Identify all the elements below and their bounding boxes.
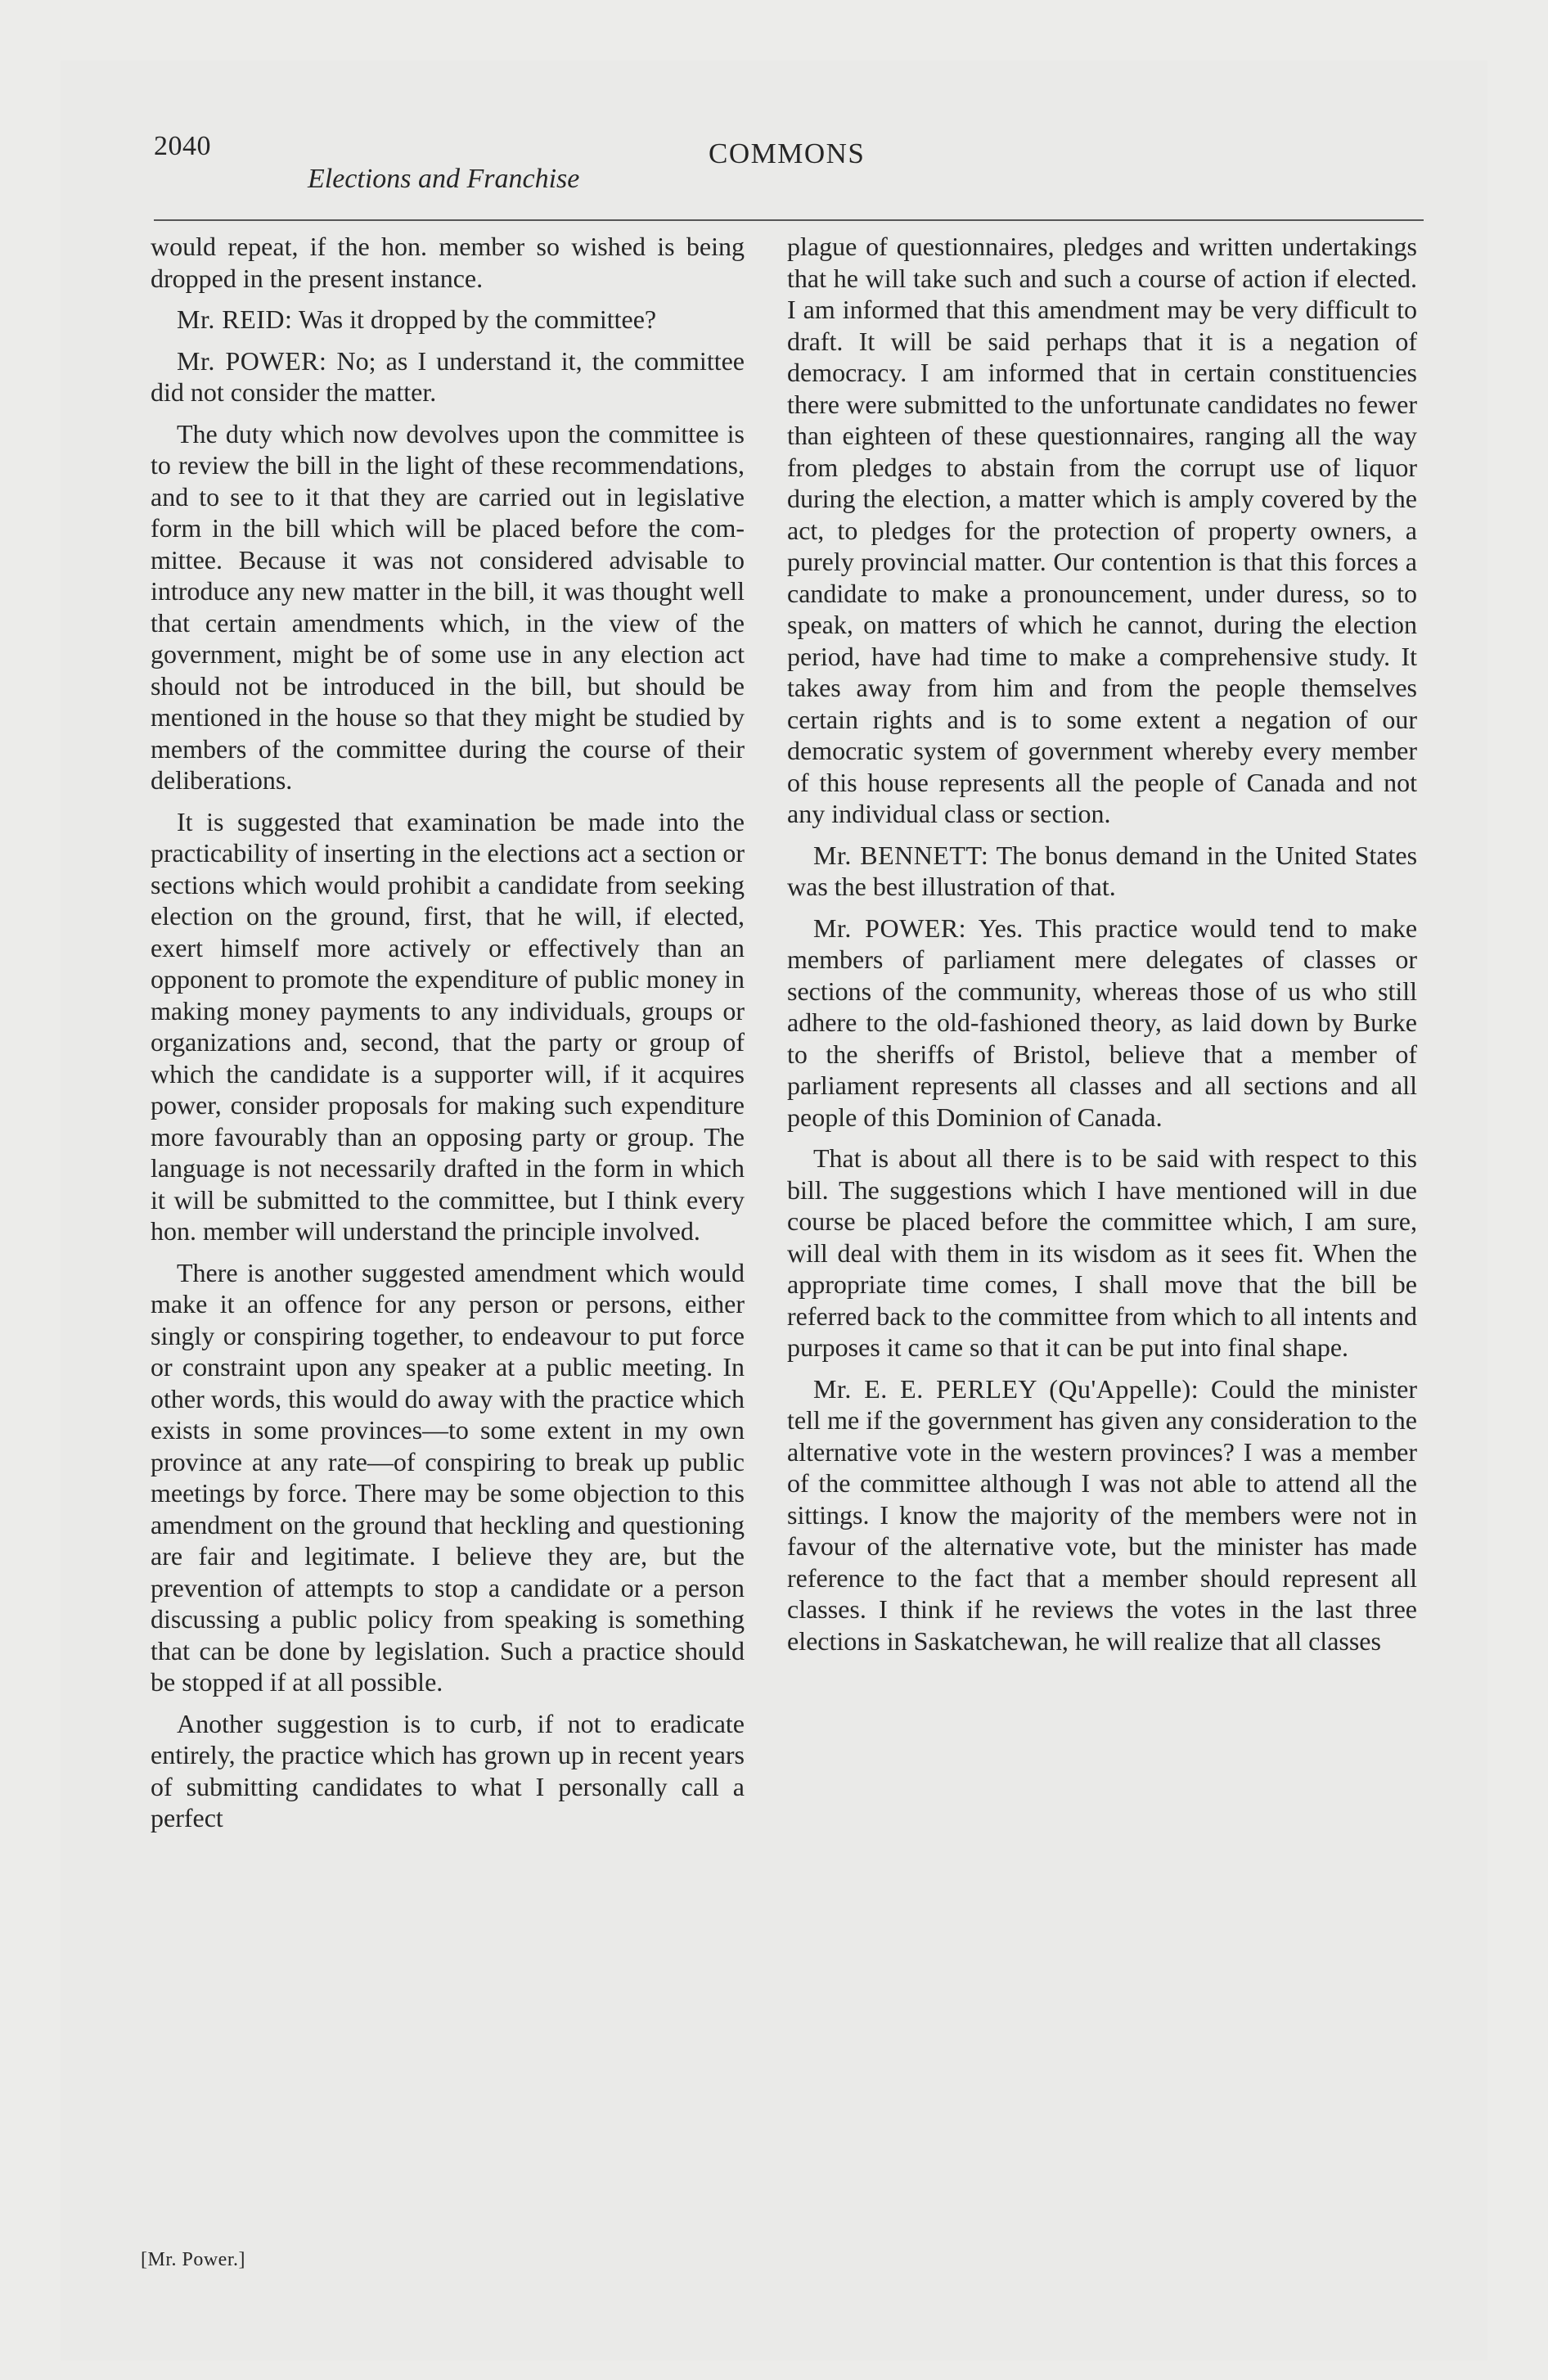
section-title: Elections and Franchise	[308, 164, 580, 194]
paragraph	[787, 913, 1417, 1134]
page-number: 2040	[154, 131, 211, 161]
paragraph	[787, 1373, 1417, 1657]
right-column	[787, 231, 1417, 1666]
paragraph	[151, 231, 745, 294]
paragraph	[151, 304, 745, 336]
paragraph-text: plague of questionnaires, pledges and written undertakings that he will take such and such a course of action if elected. I am informed that this amendment may be very difficult to draft. It will be said perhaps that it is a negation of democracy. I am informed that in certain constituencies there were submitted to the unfortunate candidates no fewer than eighteen of these questionnaires, ranging all the way from pledges to abstain from the corrupt use of liquor during the election, a matter which is amply covered by the act, to pledges for the protection of property owners, a purely provincial matter. Our contention is that this forces a candidate to make a pronouncement, under duress, so to speak, on matters of which he cannot, during the election period, have had time to make a comprehensive study. It takes away from him and from the people themselves certain rights and is to some extent a negation of our democratic system of government whereby every member of this house represents all the people of Canada and not any individual class or section.	[787, 232, 1417, 828]
left-column	[151, 231, 745, 1844]
paragraph-text: Was it dropped by the committee?	[298, 304, 657, 334]
house-title: COMMONS	[709, 137, 866, 169]
paragraph-text: Another suggestion is to curb, if not to eradicate entirely, the practice which has grown up in recent years of submitting candidates to what I personally call a perfect	[151, 1708, 745, 1832]
speaker-name: Mr. E. E. PERLEY (Qu'Appelle):	[813, 1373, 1199, 1404]
paragraph-text: There is another suggested amendment which would make it an offence for any person or persons, either singly or conspiring together, to endeavour to put force or constraint upon any speaker at a public meeting. In other words, this would do away with the practice which exists in some provinces—to some extent in my own province at any rate—of conspiring to break up public meetings by force. There may be some objection to this amendment on the ground that heckling and questioning are fair and legitimate. I believe they are, but the prevention of attempts to stop a candidate or a person discussing a public policy from speaking is something that can be done by legislation. Such a practice should be stopped if at all possible.	[151, 1257, 745, 1697]
paragraph-text: The duty which now devolves upon the committee is to review the bill in the light of these recommendations, and to see to it that they are carried out in legislative form in the bill which will be placed before the committee. Because it was not considered advisable to introduce any new matter in the bill, it was thought well that certain amendments which, in the view of the government, might be of some use in any election act should not be introduced in the bill, but should be mentioned in the house so that they might be studied by members of the committee during the course of their deliberations.	[151, 418, 745, 795]
speaker-name: Mr. POWER:	[813, 913, 967, 943]
paragraph	[151, 1257, 745, 1698]
paragraph	[151, 806, 745, 1247]
paragraph-text: Could the minister tell me if the government has given any consideration to the alternative vote in the western provinces? I was a member of the committee although I was not able to attend all the sittings. I know the majority of the members were not in favour of the alternative vote, but the minister has made reference to the fact that a member should represent all classes. I think if he reviews the votes in the last three elections in Saskatchewan, he will realize that all classes	[787, 1373, 1418, 1656]
paragraph-text: That is about all there is to be said with respect to this bill. The suggestions which I have mentioned will in due course be placed before the committee which, I am sure, will deal with them in its wisdom as it sees fit. When the appropriate time comes, I shall move that the bill be referred back to the committee from which to all intents and purposes it came so that it can be put into final shape.	[787, 1143, 1417, 1362]
speaker-name: Mr. BENNETT:	[813, 840, 989, 870]
footer-speaker-note: [Mr. Power.]	[141, 2249, 245, 2270]
paragraph-text: No; as I understand it, the committee did not consider the matter.	[151, 345, 745, 407]
paragraph	[151, 418, 745, 796]
header-rule	[154, 219, 1424, 221]
paragraph-text: would repeat, if the hon. member so wished is being dropped in the present instance.	[151, 232, 745, 293]
paragraph-text: Yes. This practice would tend to make members of parliament mere delegates of classes or sections of the community, whereas those of us who still adhere to the old-fashioned theory, as laid down by Burke to the sheriffs of Bristol, believe that a member of parliament represents all classes and all sections and all people of this Dominion of Canada.	[787, 913, 1418, 1132]
speaker-name: Mr. REID:	[177, 304, 293, 334]
speaker-name: Mr. POWER:	[177, 345, 327, 376]
paragraph	[787, 1143, 1417, 1364]
paragraph	[151, 345, 745, 408]
paragraph-text: It is suggested that examination be made into the practicability of inserting in the elections act a section or sections which would prohibit a candidate from seeking election on the ground, first, that he will, if elected, exert himself more actively or effectively than an opponent to promote the expenditure of public money in making money payments to any individuals, groups or organizations and, second, that the party or group of which the candidate is a supporter will, if it acquires power, consider proposals for making such expenditure more favourably than an opposing party or group. The language is not necessarily drafted in the form in which it will be submitted to the committee, but I think every hon. member will understand the principle involved.	[151, 806, 745, 1246]
paragraph-text: The bonus demand in the United States was the best illustration of that.	[787, 840, 1418, 901]
paragraph	[787, 840, 1417, 903]
paragraph	[787, 231, 1417, 830]
paragraph	[151, 1708, 745, 1834]
page-header	[154, 131, 1414, 221]
